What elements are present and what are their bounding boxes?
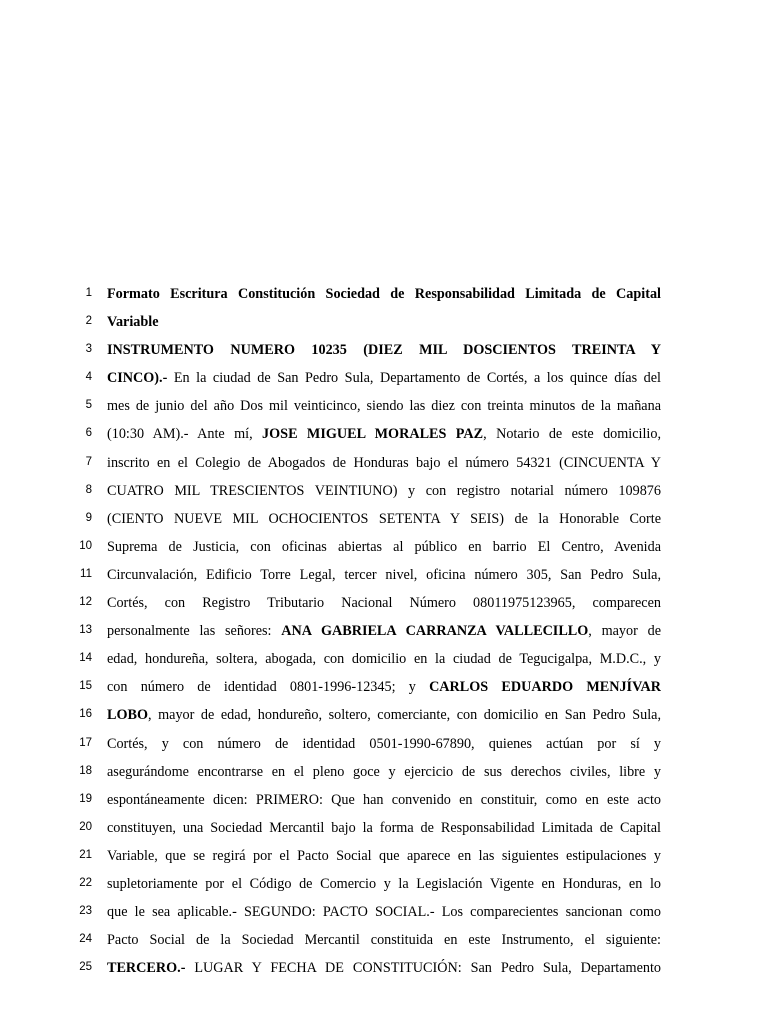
line-text bbox=[107, 341, 661, 359]
text-run: constituyen, una Sociedad Mercantil bajo la forma de Responsabilidad Limitada de Capital bbox=[107, 819, 661, 836]
document-line bbox=[0, 506, 768, 534]
line-text bbox=[107, 369, 661, 387]
document-line bbox=[0, 702, 768, 730]
line-number: 20 bbox=[79, 820, 92, 833]
line-text bbox=[107, 791, 661, 809]
line-text bbox=[107, 454, 661, 472]
line-number: 16 bbox=[79, 708, 92, 721]
line-number: 21 bbox=[79, 848, 92, 861]
line-number: 9 bbox=[85, 511, 92, 524]
text-run: Variable, que se regirá por el Pacto Social que aparece en las siguientes estipulaciones y bbox=[107, 847, 661, 864]
text-run: supletoriamente por el Código de Comercio y la Legislación Vigente en Honduras, en lo bbox=[107, 875, 661, 892]
line-number: 22 bbox=[79, 876, 92, 889]
text-run: Cortés, y con número de identidad 0501-1990-67890, quienes actúan por sí y bbox=[107, 735, 661, 752]
line-number: 13 bbox=[79, 624, 92, 637]
bold-text-run: INSTRUMENTO NUMERO 10235 (DIEZ MIL DOSCIENTOS TREINTA Y bbox=[107, 342, 661, 359]
line-text bbox=[107, 763, 661, 781]
line-text bbox=[107, 510, 661, 528]
document-line bbox=[0, 478, 768, 506]
document-line bbox=[0, 365, 768, 393]
bold-text-run: Variable bbox=[107, 314, 159, 331]
line-number: 12 bbox=[79, 596, 92, 609]
document-line bbox=[0, 759, 768, 787]
text-run: edad, hondureña, soltera, abogada, con domicilio en la ciudad de Tegucigalpa, M.D.C., y bbox=[107, 651, 661, 668]
line-number: 2 bbox=[85, 315, 92, 328]
line-number: 14 bbox=[79, 652, 92, 665]
text-run: inscrito en el Colegio de Abogados de Honduras bajo el número 54321 (CINCUENTA Y bbox=[107, 454, 661, 471]
text-run: , mayor de edad, hondureño, soltero, comerciante, con domicilio en San Pedro Sula, bbox=[148, 707, 661, 724]
bold-text-run: JOSE MIGUEL MORALES PAZ bbox=[262, 426, 484, 443]
line-text bbox=[107, 397, 661, 415]
document-body bbox=[0, 281, 768, 983]
document-line bbox=[0, 450, 768, 478]
document-line bbox=[0, 731, 768, 759]
line-text bbox=[107, 678, 661, 696]
text-run: Cortés, con Registro Tributario Nacional Número 08011975123965, comparecen bbox=[107, 595, 661, 612]
line-text bbox=[107, 875, 661, 893]
line-number: 24 bbox=[79, 933, 92, 946]
document-line bbox=[0, 590, 768, 618]
line-text bbox=[107, 735, 661, 753]
text-run: asegurándome encontrarse en el pleno goce y ejercicio de sus derechos civiles, libre y bbox=[107, 763, 661, 780]
line-text bbox=[107, 566, 661, 584]
bold-text-run: ANA GABRIELA CARRANZA VALLECILLO bbox=[281, 623, 589, 640]
line-number: 4 bbox=[85, 371, 92, 384]
document-line bbox=[0, 393, 768, 421]
document-line bbox=[0, 562, 768, 590]
document-line bbox=[0, 281, 768, 309]
line-number: 1 bbox=[85, 287, 92, 299]
document-line bbox=[0, 899, 768, 927]
document-line bbox=[0, 927, 768, 955]
document-line bbox=[0, 337, 768, 365]
document-line bbox=[0, 787, 768, 815]
text-run: En la ciudad de San Pedro Sula, Departamento de Cortés, a los quince días del bbox=[167, 370, 661, 387]
line-text bbox=[107, 538, 661, 556]
line-text bbox=[107, 931, 661, 949]
text-run: CUATRO MIL TRESCIENTOS VEINTIUNO) y con registro notarial número 109876 bbox=[107, 482, 661, 499]
bold-text-run: CARLOS EDUARDO MENJÍVAR bbox=[429, 679, 661, 696]
text-run: Circunvalación, Edificio Torre Legal, tercer nivel, oficina número 305, San Pedro Sula, bbox=[107, 566, 661, 583]
text-run: (10:30 AM).- Ante mí, bbox=[107, 426, 263, 443]
line-number: 23 bbox=[79, 905, 92, 918]
line-number: 5 bbox=[85, 399, 92, 412]
line-number: 11 bbox=[80, 567, 92, 580]
line-text bbox=[107, 650, 661, 668]
text-run: mes de junio del año Dos mil veinticinco, siendo las diez con treinta minutos de la mañana bbox=[107, 398, 661, 415]
text-run: personalmente las señores: bbox=[107, 623, 282, 640]
document-line bbox=[0, 618, 768, 646]
line-text bbox=[107, 847, 661, 865]
line-text bbox=[107, 903, 661, 921]
document-line bbox=[0, 815, 768, 843]
line-number: 19 bbox=[79, 792, 92, 805]
document-line bbox=[0, 309, 768, 337]
text-run: Pacto Social de la Sociedad Mercantil constituida en este Instrumento, el siguiente: bbox=[107, 932, 661, 949]
line-number: 10 bbox=[79, 539, 92, 552]
line-text bbox=[107, 959, 661, 977]
line-number: 3 bbox=[85, 343, 92, 356]
document-line bbox=[0, 871, 768, 899]
text-run: con número de identidad 0801-1996-12345; y bbox=[107, 679, 430, 696]
text-run: , Notario de este domicilio, bbox=[483, 426, 661, 443]
document-line bbox=[0, 843, 768, 871]
text-run: LUGAR Y FECHA DE CONSTITUCIÓN: San Pedro Sula, Departamento bbox=[185, 960, 661, 977]
text-run: , mayor de bbox=[588, 623, 661, 640]
line-text bbox=[107, 706, 661, 724]
line-number: 6 bbox=[85, 427, 92, 440]
bold-text-run: Formato Escritura Constitución Sociedad de Responsabilidad Limitada de Capital bbox=[107, 286, 661, 302]
line-text bbox=[107, 285, 661, 303]
document-line bbox=[0, 646, 768, 674]
bold-text-run: TERCERO.- bbox=[107, 960, 186, 977]
text-run: que le sea aplicable.- SEGUNDO: PACTO SOCIAL.- Los comparecientes sancionan como bbox=[107, 904, 661, 921]
line-text bbox=[107, 482, 661, 500]
line-number: 15 bbox=[79, 680, 92, 693]
line-text bbox=[107, 819, 661, 837]
bold-text-run: LOBO bbox=[107, 707, 148, 724]
text-run: espontáneamente dicen: PRIMERO: Que han convenido en constituir, como en este acto bbox=[107, 791, 661, 808]
line-number: 25 bbox=[79, 961, 92, 974]
line-text bbox=[107, 425, 661, 443]
line-number: 17 bbox=[79, 736, 92, 749]
text-run: Suprema de Justicia, con oficinas abiertas al público en barrio El Centro, Avenida bbox=[107, 538, 661, 555]
document-line bbox=[0, 421, 768, 449]
line-text bbox=[107, 594, 661, 612]
line-number: 18 bbox=[79, 764, 92, 777]
line-text bbox=[107, 622, 661, 640]
line-number: 7 bbox=[85, 455, 92, 468]
line-number: 8 bbox=[85, 483, 92, 496]
document-line bbox=[0, 955, 768, 983]
bold-text-run: CINCO).- bbox=[107, 370, 168, 387]
document-line bbox=[0, 534, 768, 562]
document-line bbox=[0, 674, 768, 702]
line-text bbox=[107, 313, 661, 331]
text-run: (CIENTO NUEVE MIL OCHOCIENTOS SETENTA Y SEIS) de la Honorable Corte bbox=[107, 510, 661, 527]
